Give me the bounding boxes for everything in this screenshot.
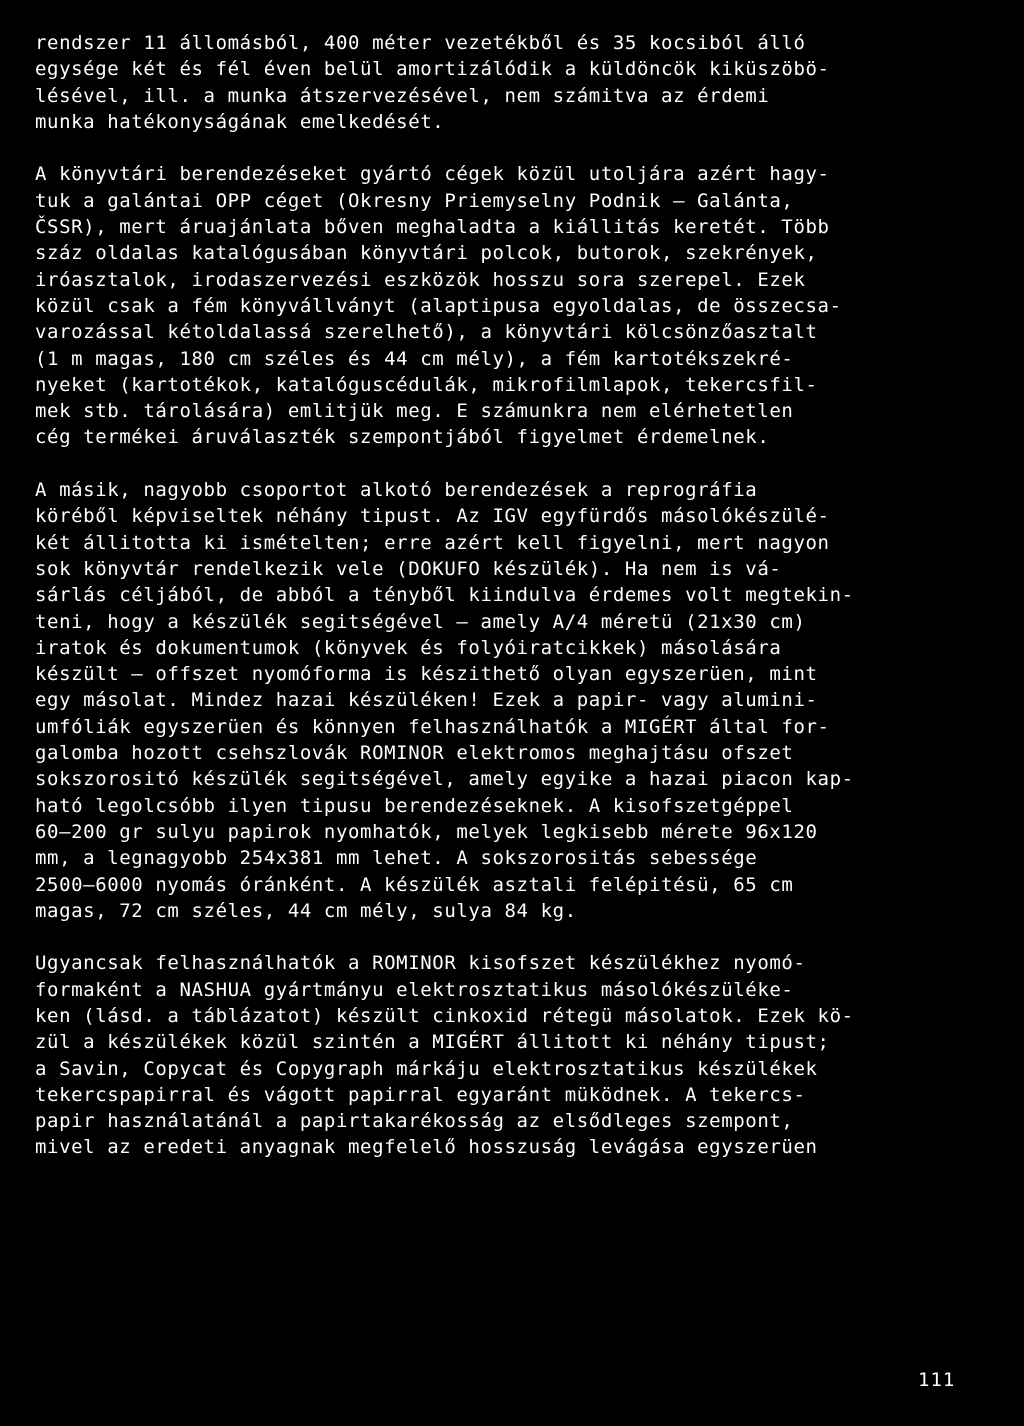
paragraph-1 xyxy=(35,30,990,135)
text-line: umfóliák egyszerüen és könnyen felhasználhatók a MIGÉRT által for- xyxy=(35,715,830,738)
text-line: cég termékei áruválaszték szempontjából figyelmet érdemelnek. xyxy=(35,426,770,449)
text-line: mivel az eredeti anyagnak megfelelő hosszuság levágása egyszerüen xyxy=(35,1136,818,1159)
text-line: A másik, nagyobb csoportot alkotó berendezések a reprográfia xyxy=(35,479,758,502)
text-line: A könyvtári berendezéseket gyártó cégek közül utoljára azért hagy- xyxy=(35,163,830,186)
text-line: ČSSR), mert áruajánlata bőven meghaladta a kiállitás keretét. Több xyxy=(35,216,830,239)
text-line: egy másolat. Mindez hazai készüléken! Ezek a papir- vagy alumini- xyxy=(35,689,818,712)
text-line: közül csak a fém könyvállványt (alaptipusa egyoldalas, de összecsa- xyxy=(35,294,842,317)
text-line: 60—200 gr sulyu papirok nyomhatók, melyek legkisebb mérete 96x120 xyxy=(35,820,818,843)
text-line: köréből képviseltek néhány tipust. Az IGV egyfürdős másolókészülé- xyxy=(35,505,830,528)
text-line: (1 m magas, 180 cm széles és 44 cm mély), a fém kartotékszekré- xyxy=(35,347,794,370)
text-line: sokszorositó készülék segitségével, amely egyike a hazai piacon kap- xyxy=(35,768,854,791)
page-number: 111 xyxy=(918,1369,956,1391)
text-line: száz oldalas katalógusában könyvtári polcok, butorok, szekrények, xyxy=(35,242,818,265)
text-line: 2500—6000 nyomás óránként. A készülék asztali felépitésü, 65 cm xyxy=(35,873,794,896)
text-line: mm, a legnagyobb 254x381 mm lehet. A sokszorositás sebessége xyxy=(35,847,758,870)
text-line: két állitotta ki ismételten; erre azért kell figyelni, mert nagyon xyxy=(35,531,830,554)
text-line: formaként a NASHUA gyártmányu elektrosztatikus másolókészüléke- xyxy=(35,978,794,1001)
text-line: magas, 72 cm széles, 44 cm mély, sulya 84 kg. xyxy=(35,899,577,922)
text-line: ken (lásd. a táblázatot) készült cinkoxid rétegü másolatok. Ezek kö- xyxy=(35,1004,854,1027)
text-line: iratok és dokumentumok (könyvek és folyóiratcikkek) másolására xyxy=(35,636,782,659)
text-line: galomba hozott csehszlovák ROMINOR elektromos meghajtásu ofszet xyxy=(35,742,794,765)
text-line: varozással kétoldalassá szerelhető), a könyvtári kölcsönzőasztalt xyxy=(35,321,818,344)
text-line: teni, hogy a készülék segitségével — amely A/4 méretü (21x30 cm) xyxy=(35,610,806,633)
text-line: ható legolcsóbb ilyen tipusu berendezéseknek. A kisofszetgéppel xyxy=(35,794,794,817)
text-line: Ugyancsak felhasználhatók a ROMINOR kisofszet készülékhez nyomó- xyxy=(35,952,806,975)
text-line: sárlás céljából, de abból a tényből kiindulva érdemes volt megtekin- xyxy=(35,584,854,607)
text-line: mek stb. tárolására) emlitjük meg. E számunkra nem elérhetetlen xyxy=(35,400,794,423)
text-line: egysége két és fél éven belül amortizálódik a küldöncök kiküszöbö- xyxy=(35,58,830,81)
text-line: papir használatánál a papirtakarékosság az elsődleges szempont, xyxy=(35,1110,794,1133)
paragraph-2 xyxy=(35,161,990,450)
text-line: tekercspapirral és vágott papirral egyaránt müködnek. A tekercs- xyxy=(35,1083,806,1106)
text-line: munka hatékonyságának emelkedését. xyxy=(35,110,445,133)
text-line: sok könyvtár rendelkezik vele (DOKUFO készülék). Ha nem is vá- xyxy=(35,557,782,580)
paragraph-4 xyxy=(35,950,990,1160)
text-line: a Savin, Copycat és Copygraph márkáju elektrosztatikus készülékek xyxy=(35,1057,818,1080)
text-line: készült — offszet nyomóforma is készithető olyan egyszerüen, mint xyxy=(35,663,818,686)
text-line: lésével, ill. a munka átszervezésével, nem számitva az érdemi xyxy=(35,84,770,107)
text-line: zül a készülékek közül szintén a MIGÉRT állitott ki néhány tipust; xyxy=(35,1031,830,1054)
text-line: rendszer 11 állomásból, 400 méter vezetékből és 35 kocsiból álló xyxy=(35,32,806,54)
paragraph-3 xyxy=(35,477,990,924)
body-text xyxy=(35,30,990,1161)
text-line: nyeket (kartotékok, katalóguscédulák, mikrofilmlapok, tekercsfil- xyxy=(35,373,818,396)
text-line: tuk a galántai OPP céget (Okresny Priemyselny Podnik — Galánta, xyxy=(35,189,794,212)
text-line: iróasztalok, irodaszervezési eszközök hosszu sora szerepel. Ezek xyxy=(35,268,806,291)
